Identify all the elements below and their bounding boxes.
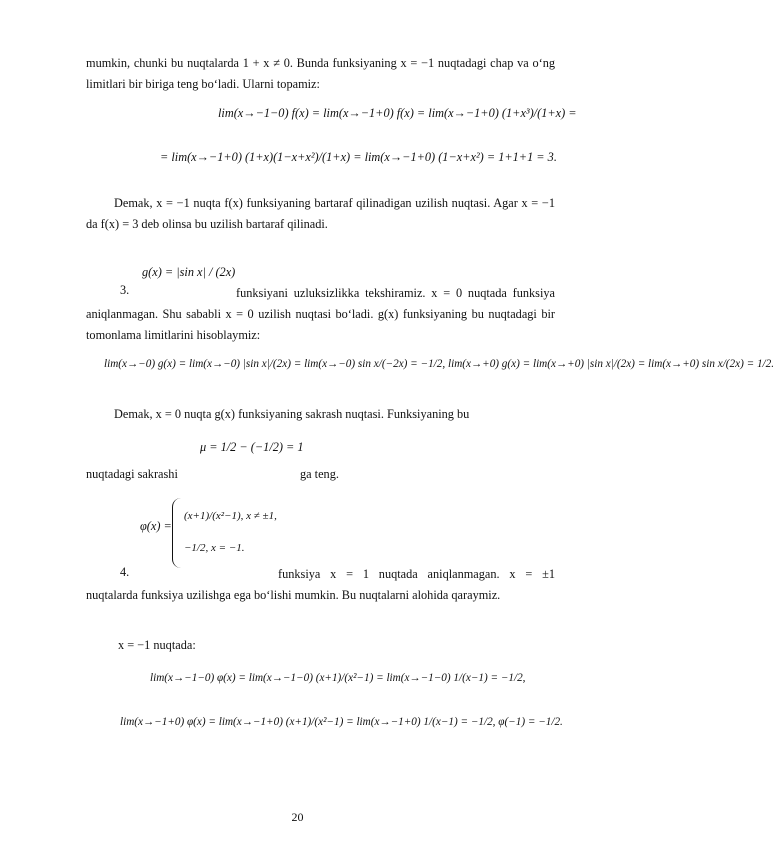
formula-phi-left-limit [150,672,525,684]
formula-limit-chain-1 [218,106,577,121]
item-4-label: 4. [120,565,130,579]
formula-phi-case-2 [184,542,244,554]
item-3-label: 3. [120,283,130,297]
paragraph-item-3-text: funksiyani uzluksizlikka tekshiramiz. x = 0 nuqtada funksiya aniqlanmagan. Shu sababli x = 0 uzilish nuqtasi bo‘ladi. g(x) funksiyaning bu nuqtadagi bir tomonlama limitlarini hisoblaymiz: [86,286,555,342]
paragraph-point-minus-one-text: x = −1 nuqtada: [118,638,196,652]
paragraph-item-4 [86,564,555,606]
formula-phi-right-limit-text: lim(x→−1+0) φ(x) = lim(x→−1+0) (x+1)/(x²−1) = lim(x→−1+0) 1/(x−1) = −1/2, φ(−1) = −1/2. [120,716,563,728]
formula-jump-value [200,440,304,455]
formula-g-definition-text: g(x) = |sin x| / (2x) [142,265,236,279]
paragraph-jump-tail [300,467,339,482]
formula-phi-label: φ(x) = [140,519,172,533]
paragraph-jump-lead-text: nuqtadagi sakrashi [86,467,178,481]
paragraph-jump-point [86,404,555,425]
paragraph-jump-continued [86,467,178,482]
paragraph-item-3 [86,283,555,346]
paragraph-intro-text: mumkin, chunki bu nuqtalarda 1 + x ≠ 0. Bunda funksiyaning x = −1 nuqtadagi chap va o‘ng limitlari bir biriga teng bo‘ladi. Ularni topamiz: [86,56,555,91]
formula-phi-case-1 [184,510,277,522]
formula-g-definition [142,265,235,280]
paragraph-removable-discontinuity [86,193,555,235]
formula-phi-case-1-text: (x+1)/(x²−1), x ≠ ±1, [184,510,277,522]
formula-one-sided-limits-g-text: lim(x→−0) g(x) = lim(x→−0) |sin x|/(2x) = lim(x→−0) sin x/(−2x) = −1/2, lim(x→+0) g(x) = lim(x→+0) |sin x|/(2x) = lim(x→+0) sin x/(2x) = 1/2. [104,358,774,370]
paragraph-item-4-text: funksiya x = 1 nuqtada aniqlanmagan. x = ±1 nuqtalarda funksiya uzilishga ega bo‘lishi mumkin. Bu nuqtalarni alohida qaraymiz. [86,567,555,602]
formula-phi-left-limit-text: lim(x→−1−0) φ(x) = lim(x→−1−0) (x+1)/(x²−1) = lim(x→−1−0) 1/(x−1) = −1/2, [150,672,526,684]
formula-phi-case-2-text: −1/2, x = −1. [184,542,245,554]
paragraph-removable-text: Demak, x = −1 nuqta f(x) funksiyaning bartaraf qilinadigan uzilish nuqtasi. Agar x = −1 da f(x) = 3 deb olinsa bu uzilish bartaraf qilinadi. [86,196,555,231]
piecewise-brace [172,498,181,568]
formula-limit-chain-2 [160,150,557,165]
formula-jump-value-text: μ = 1/2 − (−1/2) = 1 [200,440,304,454]
formula-limit-chain-2-text: = lim(x→−1+0) (1+x)(1−x+x²)/(1+x) = lim(x→−1+0) (1−x+x²) = 1+1+1 = 3. [160,150,557,164]
paragraph-intro [86,53,555,95]
formula-limit-chain-1-text: lim(x→−1−0) f(x) = lim(x→−1+0) f(x) = lim(x→−1+0) (1+x³)/(1+x) = [218,106,577,120]
paragraph-jump-tail-text: ga teng. [300,467,339,481]
formula-phi-right-limit [120,716,563,728]
paragraph-point-minus-one [118,638,196,653]
paragraph-jump-text: Demak, x = 0 nuqta g(x) funksiyaning sakrash nuqtasi. Funksiyaning bu [114,407,470,421]
page-number: 20 [291,810,304,824]
formula-one-sided-limits-g [104,358,774,370]
